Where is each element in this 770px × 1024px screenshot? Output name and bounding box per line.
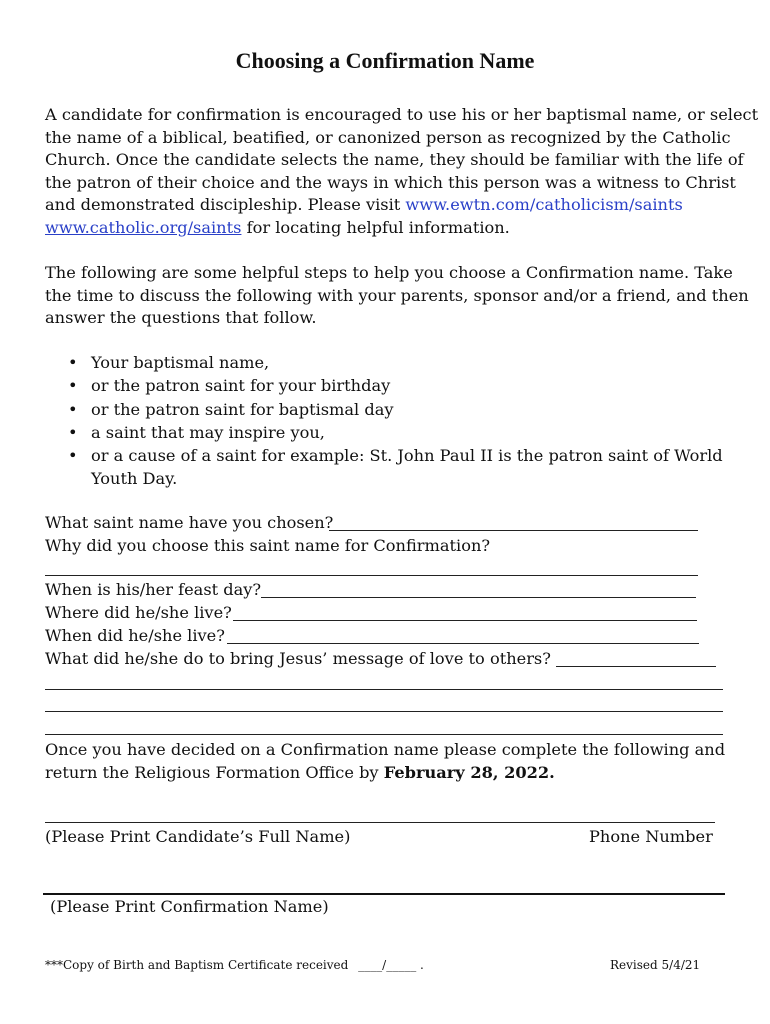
list-item: • or the patron saint for your birthday bbox=[45, 374, 723, 397]
intro-line-4: the patron of their choice and the ways in which this person was a witness to Christ bbox=[45, 173, 736, 192]
confirmation-name-label: (Please Print Confirmation Name) bbox=[50, 897, 329, 916]
list-item: • Your baptismal name, bbox=[45, 351, 723, 374]
steps-list bbox=[45, 351, 723, 491]
question-why: Why did you choose this saint name for Confirmation? bbox=[45, 536, 491, 555]
message-line-2[interactable] bbox=[45, 711, 723, 712]
bullet-icon: • bbox=[68, 376, 78, 396]
intro-line-6 bbox=[45, 217, 510, 240]
closing-line-1: Once you have decided on a Confirmation name please complete the following and bbox=[45, 740, 726, 759]
why-field[interactable] bbox=[45, 575, 698, 576]
where-field[interactable] bbox=[233, 620, 697, 621]
intro-line-6-text: for locating helpful information. bbox=[241, 218, 510, 237]
question-saint-name: What saint name have you chosen? bbox=[45, 513, 334, 532]
certificate-date-field[interactable]: ____/_____ . bbox=[358, 958, 424, 972]
intro-line-1: A candidate for confirmation is encouraged to use his or her baptismal name, or select bbox=[45, 105, 759, 124]
question-where: Where did he/she live? bbox=[45, 603, 232, 622]
message-field[interactable] bbox=[556, 666, 716, 667]
feast-day-field[interactable] bbox=[261, 597, 696, 598]
catholic-org-link[interactable]: www.catholic.org/saints bbox=[45, 218, 242, 237]
question-when: When did he/she live? bbox=[45, 626, 225, 645]
intro-line-5-text: and demonstrated discipleship. Please visit bbox=[45, 195, 406, 214]
certificate-note bbox=[45, 958, 424, 972]
question-feast-day: When is his/her feast day? bbox=[45, 580, 262, 599]
list-item: • or the patron saint for baptismal day bbox=[45, 398, 723, 421]
when-field[interactable] bbox=[227, 643, 699, 644]
bullet-icon: • bbox=[68, 399, 78, 419]
question-message: What did he/she do to bring Jesus’ message of love to others? bbox=[45, 649, 551, 668]
steps-intro-line-2: the time to discuss the following with your parents, sponsor and/or a friend, and then bbox=[45, 286, 749, 305]
candidate-name-field[interactable] bbox=[45, 822, 715, 823]
bullet-icon: • bbox=[68, 353, 78, 372]
steps-intro-line-1: The following are some helpful steps to help you choose a Confirmation name. Take bbox=[45, 263, 733, 282]
intro-line-2: the name of a biblical, beatified, or canonized person as recognized by the Catholic bbox=[45, 128, 731, 147]
message-line-1[interactable] bbox=[45, 689, 723, 690]
deadline-date: February 28, 2022. bbox=[383, 763, 555, 782]
bullet-icon: • bbox=[68, 446, 78, 466]
intro-line-5 bbox=[45, 194, 683, 217]
phone-label: Phone Number bbox=[589, 827, 713, 846]
page-title: Choosing a Confirmation Name bbox=[235, 48, 535, 73]
ewtn-link[interactable]: www.ewtn.com/catholicism/saints bbox=[405, 195, 683, 214]
list-item: • a saint that may inspire you, bbox=[45, 421, 723, 444]
certificate-note-text: ***Copy of Birth and Baptism Certificate received bbox=[45, 958, 349, 972]
candidate-name-label: (Please Print Candidate’s Full Name) bbox=[45, 827, 351, 846]
steps-intro-line-3: answer the questions that follow. bbox=[45, 308, 317, 327]
revised-date: Revised 5/4/21 bbox=[610, 958, 701, 972]
intro-line-3: Church. Once the candidate selects the name, they should be familiar with the life of bbox=[45, 150, 744, 169]
closing-line-2-text: return the Religious Formation Office by bbox=[45, 763, 384, 782]
confirmation-name-field[interactable] bbox=[43, 893, 725, 895]
message-line-3[interactable] bbox=[45, 734, 723, 735]
list-item: • or a cause of a saint for example: St. John Paul II is the patron saint of World bbox=[45, 444, 723, 467]
closing-line-2 bbox=[45, 762, 555, 785]
saint-name-field[interactable] bbox=[329, 530, 698, 531]
bullet-icon: • bbox=[68, 422, 78, 442]
list-item-continued: Youth Day. bbox=[91, 469, 178, 489]
